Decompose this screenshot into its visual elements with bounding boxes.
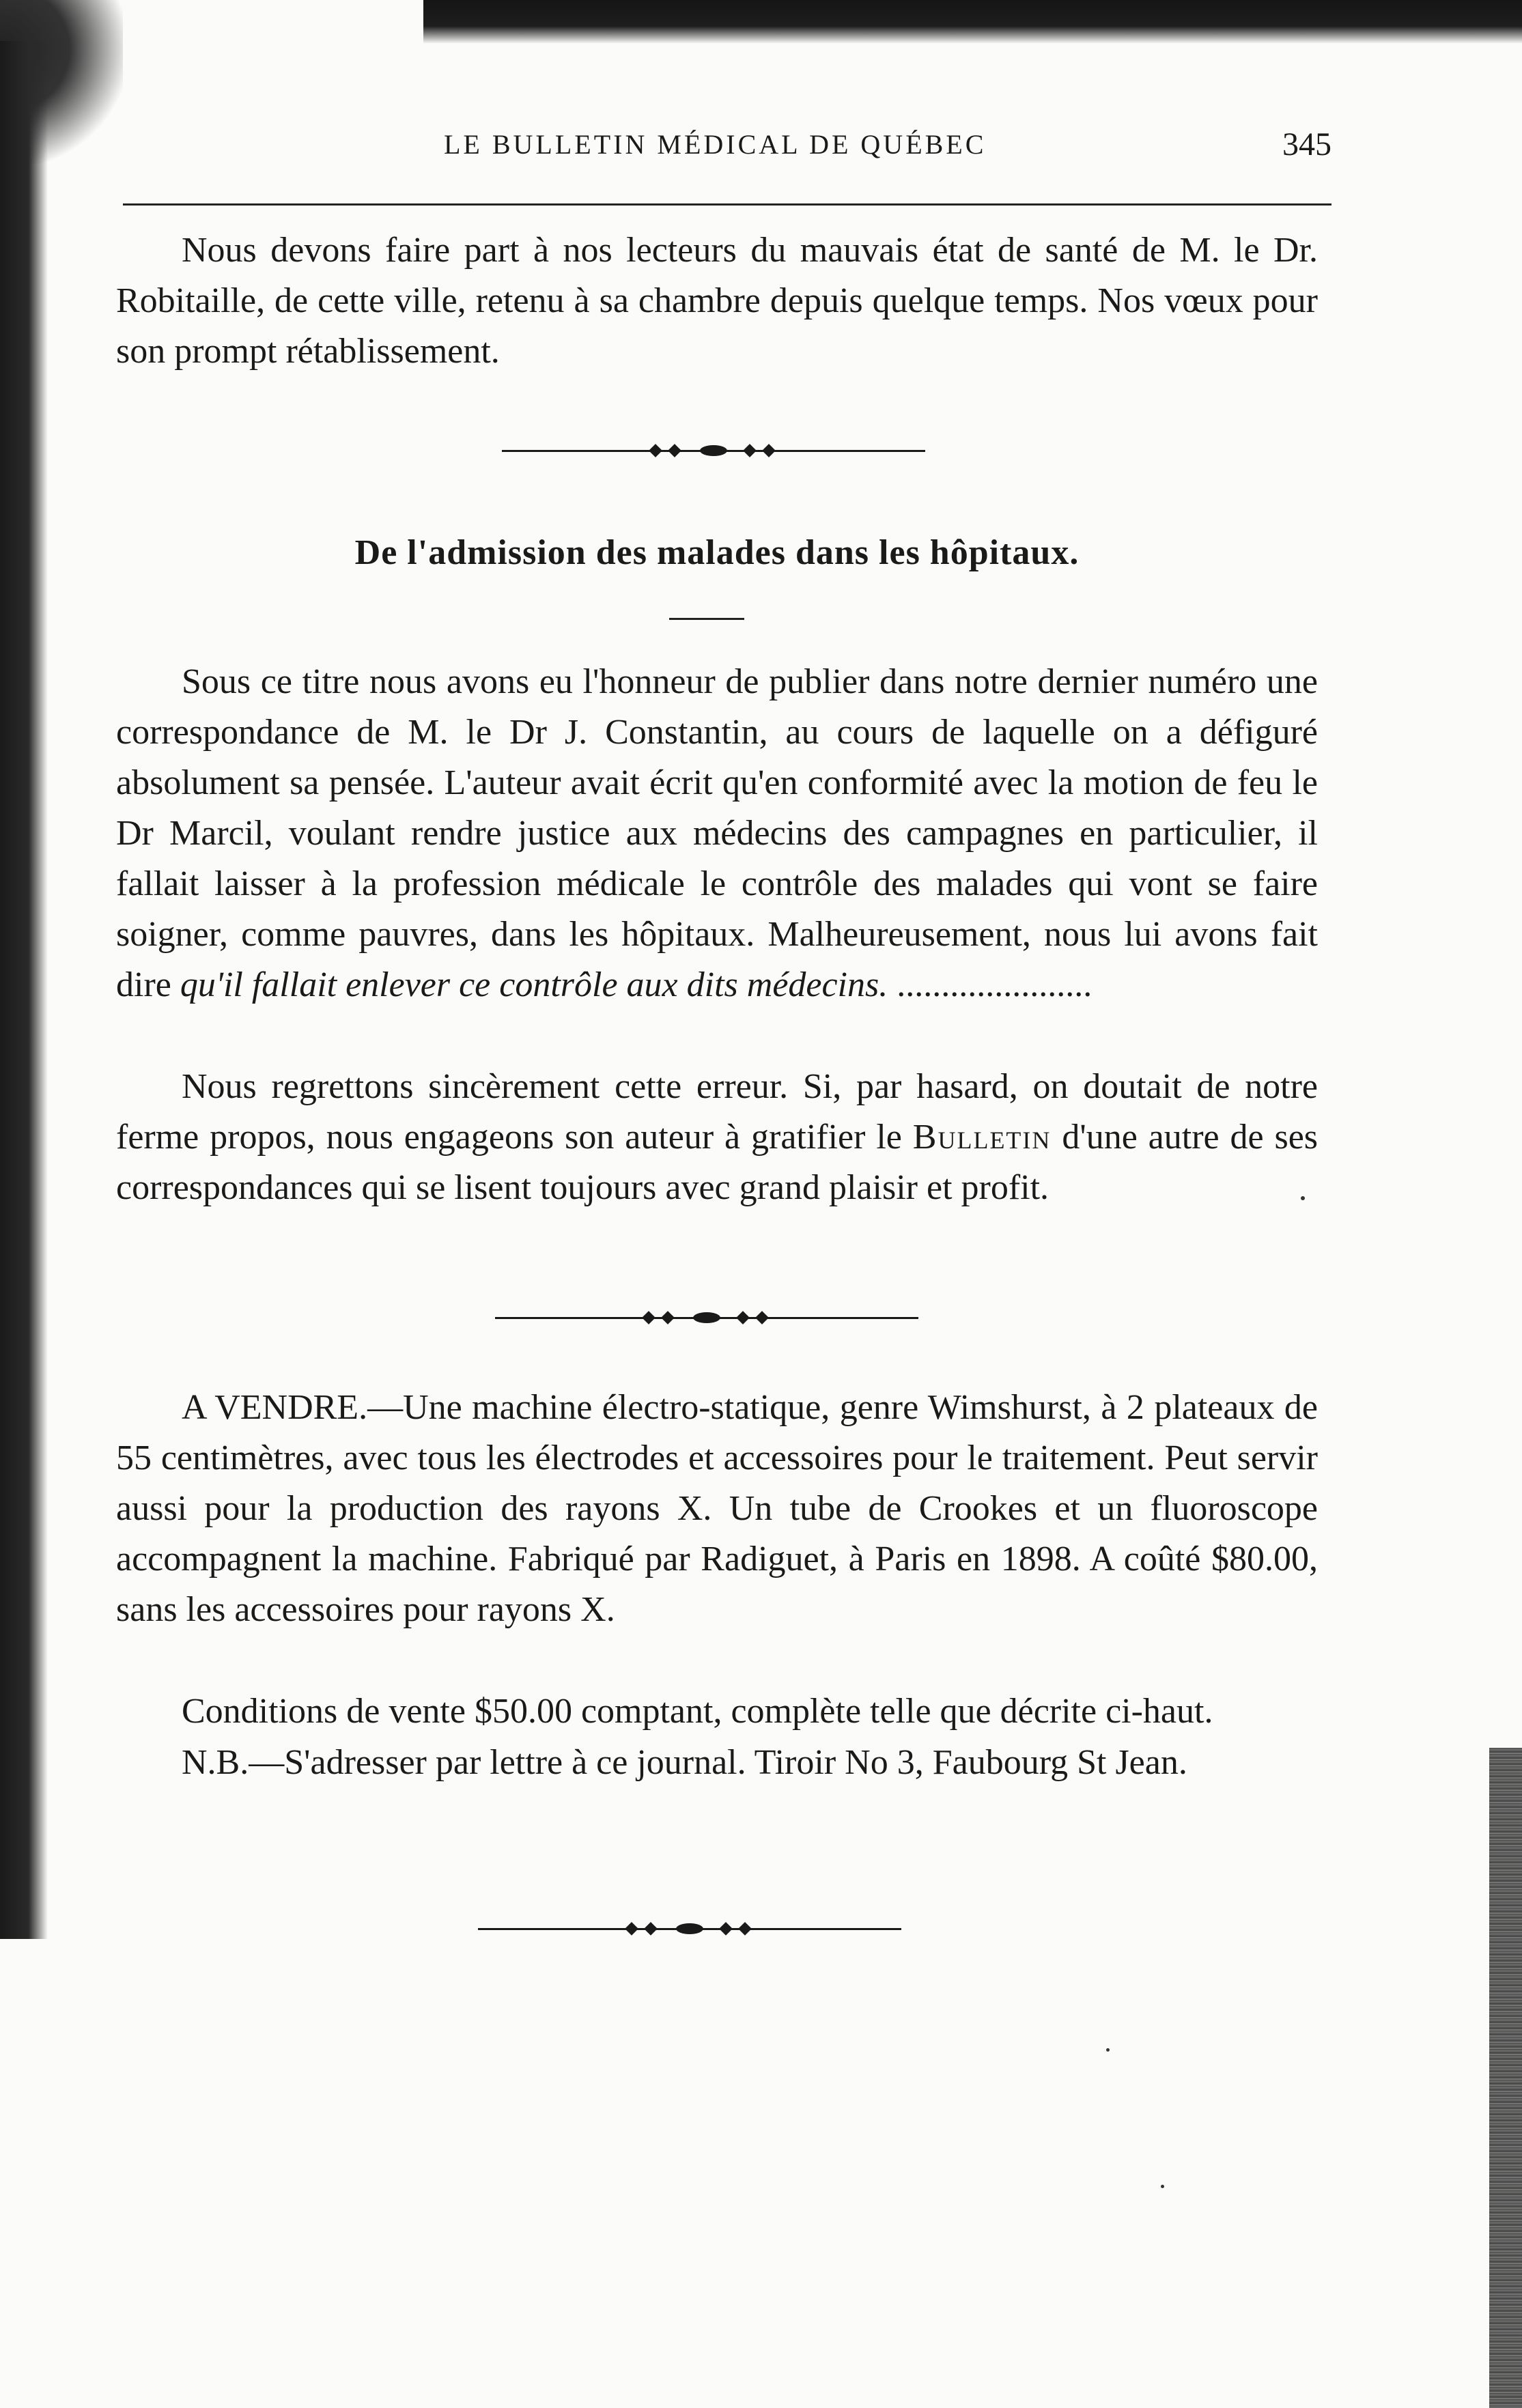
scan-edge-left: [0, 41, 48, 1939]
article-title: De l'admission des malades dans les hôpitaux.: [354, 533, 1080, 572]
health-notice: Nous devons faire part à nos lecteurs du mauvais état de santé de M. le Dr. Robitaille, de cette ville, retenu à sa chambre depuis quelque temps. Nos vœux pour son prompt rétablissement.: [116, 231, 1318, 371]
article-paragraph-1-italic: qu'il fallait enlever ce contrôle aux dits médecins.: [180, 965, 888, 1004]
article-paragraph-1-dots: ......................: [897, 965, 1093, 1004]
advert-paragraph-1: A VENDRE.—Une machine électro-statique, genre Wimshurst, à 2 plateaux de 55 centimètres, avec tous les électrodes et accessoires pour le traitement. Peut servir aussi pour la production des rayons X. Un tube de Crookes et un fluoroscope accompagnent la machine. Fabriqué par Radiguet, à Paris en 1898. A coûté $80.00, sans les accessoires pour rayons X.: [116, 1388, 1318, 1629]
running-head: [102, 128, 1331, 169]
article-paragraph-2: [116, 1062, 1318, 1213]
scan-edge-right: [1489, 1748, 1522, 2408]
advert-paragraph-3: N.B.—S'adresser par lettre à ce journal. Tiroir No 3, Faubourg St Jean.: [182, 1743, 1187, 1782]
document-page: [102, 0, 1331, 2408]
title-rule: [669, 618, 744, 620]
advert-paragraph-2: Conditions de vente $50.00 comptant, complète telle que décrite ci-haut.: [182, 1692, 1213, 1731]
article-paragraph-1: [116, 657, 1318, 1010]
section-ornament: [502, 444, 925, 457]
page-number: 345: [1282, 126, 1331, 162]
article-paragraph-1-text: Sous ce titre nous avons eu l'honneur de publier dans notre dernier numéro une correspondance de M. le Dr J. Constantin, au cours de laquelle on a défiguré absolument sa pensée. L'auteur avait écrit qu'en conformité avec la motion de feu le Dr Marcil, voulant rendre justice aux médecins des campagnes en particulier, il fallait laisser à la profession médicale le contrôle des malades qui vont se faire soigner, comme pauvres, dans les hôpitaux. Malheureusement, nous lui avons fait dire: [116, 662, 1318, 1004]
article-paragraph-2-after: d'une autre de ses correspondances qui se lisent toujours avec grand plaisir et profit.: [116, 1118, 1319, 1207]
article-paragraph-2-before: Nous regrettons sincèrement cette erreur. Si, par hasard, on doutait de notre ferme propos, nous engageons son auteur à gratifier le: [116, 1067, 1318, 1157]
header-rule: [123, 203, 1331, 206]
running-title: LE BULLETIN MÉDICAL DE QUÉBEC: [444, 129, 987, 160]
journal-name: Bulletin: [912, 1118, 1052, 1157]
section-ornament: [478, 1922, 901, 1936]
section-ornament: [495, 1311, 918, 1325]
